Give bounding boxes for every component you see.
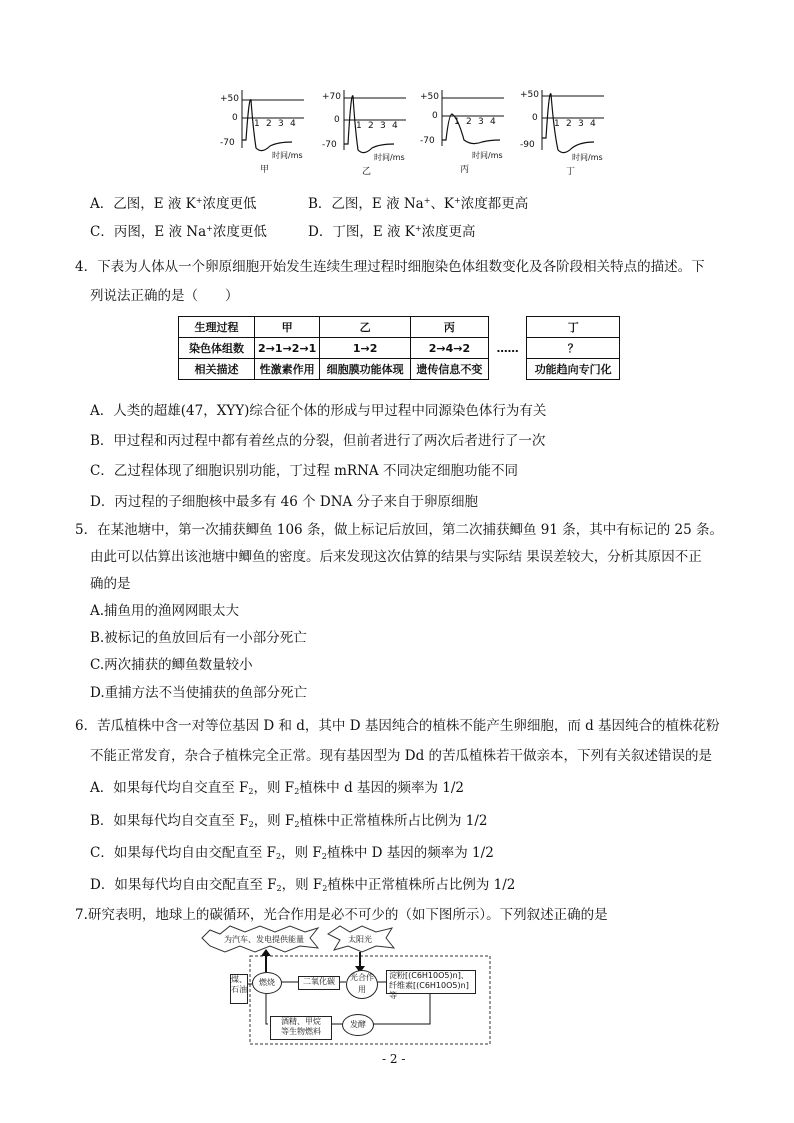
- graph-tick: 1: [254, 119, 260, 129]
- table-cell-ellipsis: ……: [496, 341, 519, 355]
- table-cell: 2→4→2: [410, 338, 488, 359]
- graph-ymax: +50: [520, 90, 539, 100]
- graph-bing: [420, 88, 510, 176]
- photosynthesis-node: 光合作用: [346, 970, 378, 999]
- graph-ymin: -70: [322, 140, 337, 150]
- q5-stem-line2: 由此可以估算出该池塘中鲫鱼的密度。后来发现这次估算的结果与实际结 果误差较大，分析其原因不正: [90, 549, 702, 565]
- table-cell: 细胞膜功能体现: [320, 359, 410, 380]
- q6-option-c: C．如果每代均自由交配直至 $F_2$，则 $F_2$植株中 D 基因的频率为 1/2: [90, 845, 494, 861]
- graph-tick: 4: [290, 119, 296, 129]
- table-cell: 相关描述: [179, 359, 255, 380]
- q3-option-b: B．乙图，E 液 Na+、K+浓度都更高: [308, 196, 529, 212]
- page-number: - 2 -: [382, 1052, 406, 1066]
- q5-stem-line3: 确的是: [90, 576, 131, 592]
- table-cell: 1→2: [320, 338, 410, 359]
- table-cell: ？: [527, 338, 620, 359]
- graph-tick: 4: [490, 117, 496, 127]
- q4-option-b: B．甲过程和丙过程中都有着丝点的分裂，但前者进行了两次后者进行了一次: [90, 433, 546, 449]
- q4-stem-line1: 4．下表为人体从一个卵原细胞开始发生连续生理过程时细胞染色体组数变化及各阶段相关特点的描述。下: [75, 259, 705, 275]
- co2-box: 二氧化碳: [298, 976, 340, 990]
- table-cell: 遗传信息不变: [410, 359, 488, 380]
- graph-tick: 2: [368, 121, 374, 131]
- graph-yzero: 0: [432, 111, 438, 121]
- graph-name: 乙: [362, 167, 372, 177]
- graph-jia: [220, 88, 310, 176]
- biofuel-line2: 等生物燃料: [281, 1027, 321, 1036]
- graph-yzero: 0: [334, 115, 340, 125]
- table-row: [179, 338, 620, 359]
- q3-option-d: D．丁图，E 液 K+浓度更高: [308, 224, 476, 240]
- graph-tick: 1: [454, 117, 460, 127]
- graph-tick: 4: [590, 119, 596, 129]
- graph-xlabel: 时间/ms: [472, 151, 503, 160]
- graph-yi: [322, 88, 412, 176]
- graph-yzero: 0: [532, 113, 538, 123]
- table-cell: 甲: [254, 317, 320, 338]
- graph-name: 丙: [460, 165, 470, 175]
- q5-stem-line1: 5．在某池塘中，第一次捕获鲫鱼 106 条，做上标记后放回，第二次捕获鲫鱼 91 条，其中有标记的 25 条。: [75, 522, 723, 538]
- carbon-cycle-diagram: [200, 920, 500, 1048]
- graph-xlabel: 时间/ms: [272, 151, 303, 160]
- graph-tick: 4: [392, 121, 398, 131]
- q5-option-d: D.重捕方法不当使捕获的鱼部分死亡: [90, 685, 308, 701]
- q4-stem-line2: 列说法正确的是（ ）: [90, 288, 239, 304]
- burn-node: 燃烧: [252, 972, 282, 994]
- q4-option-d: D．丙过程的子细胞核中最多有 46 个 DNA 分子来自于卵原细胞: [90, 494, 479, 510]
- q6-option-a: A．如果每代均自交直至 $F_2$，则 $F_2$植株中 d 基因的频率为 1/2: [90, 780, 465, 796]
- graph-ymin: -70: [220, 138, 235, 148]
- graph-tick: 3: [278, 119, 284, 129]
- graph-tick: 3: [578, 119, 584, 129]
- graph-ding: [520, 88, 610, 176]
- q6-option-d: D．如果每代均自由交配直至 $F_2$，则 $F_2$植株中正常植株所占比例为 1/2: [90, 877, 516, 893]
- graph-tick: 3: [380, 121, 386, 131]
- graph-tick: 2: [466, 117, 472, 127]
- graph-ymax: +50: [420, 92, 439, 102]
- table-cell: 生理过程: [179, 317, 255, 338]
- biofuel-line1: 酒精、甲烷: [281, 1017, 321, 1026]
- q4-table: [178, 316, 620, 380]
- q3-option-a: A．乙图，E 液 K+浓度更低: [90, 196, 257, 212]
- q5-option-b: B.被标记的鱼放回后有一小部分死亡: [90, 630, 307, 646]
- q4-option-c: C．乙过程体现了细胞识别功能，丁过程 mRNA 不同决定细胞功能不同: [90, 463, 518, 479]
- sunlight-label: 太阳光: [348, 935, 372, 944]
- graph-tick: 3: [478, 117, 484, 127]
- graph-xlabel: 时间/ms: [374, 153, 405, 162]
- graph-xlabel: 时间/ms: [572, 153, 603, 162]
- coal-oil-box: 煤、石油: [230, 974, 248, 1004]
- table-cell: 性激素作用: [254, 359, 320, 380]
- product-cellulose: 纤维素[(C6H10O5)n]等: [389, 981, 469, 1000]
- table-cell: 丁: [527, 317, 620, 338]
- graph-name: 甲: [260, 165, 270, 175]
- graph-ymin: -70: [420, 136, 435, 146]
- table-cell: 染色体组数: [179, 338, 255, 359]
- products-box: [386, 970, 476, 1000]
- table-cell: 2→1→2→1: [254, 338, 320, 359]
- q4-option-a: A．人类的超雄(47，XYY)综合征个体的形成与甲过程中同源染色体行为有关: [90, 403, 547, 419]
- q6-stem-line1: 6．苦瓜植株中含一对等位基因 D 和 d，其中 D 基因纯合的植株不能产生卵细胞，而 d 基因纯合的植株花粉: [75, 718, 720, 734]
- membrane-potential-graphs: [220, 88, 610, 176]
- graph-name: 丁: [566, 167, 576, 177]
- q7-stem: 7.研究表明，地球上的碳循环，光合作用是必不可少的（如下图所示）。下列叙述正确的是: [75, 907, 608, 923]
- table-cell: 功能趋向专门化: [527, 359, 620, 380]
- product-starch: 淀粉[(C6H10O5)n]、: [389, 971, 469, 980]
- table-cell: 丙: [410, 317, 488, 338]
- q6-stem-line2: 不能正常发育，杂合子植株完全正常。现有基因型为 Dd 的苦瓜植株若干做亲本，下列有关叙述错误的是: [90, 748, 713, 764]
- energy-label: 为汽车、发电提供能量: [224, 935, 304, 944]
- q5-option-a: A.捕鱼用的渔网网眼太大: [90, 603, 240, 619]
- table-row: [179, 359, 620, 380]
- graph-tick: 2: [266, 119, 272, 129]
- q3-option-c: C．丙图，E 液 Na+浓度更低: [90, 224, 267, 240]
- table-row: [179, 317, 620, 338]
- fermentation-node: 发酵: [342, 1014, 374, 1036]
- graph-ymin: -90: [520, 140, 535, 150]
- q5-option-c: C.两次捕获的鲫鱼数量较小: [90, 657, 253, 673]
- graph-tick: 1: [554, 119, 560, 129]
- graph-ymax: +70: [322, 92, 341, 102]
- biofuel-box: [270, 1016, 332, 1040]
- table-cell: 乙: [320, 317, 410, 338]
- graph-ymax: +50: [220, 94, 239, 104]
- graph-yzero: 0: [232, 113, 238, 123]
- graph-tick: 1: [356, 121, 362, 131]
- graph-tick: 2: [566, 119, 572, 129]
- q6-option-b: B．如果每代均自交直至 $F_2$，则 $F_2$植株中正常植株所占比例为 1/2: [90, 813, 488, 829]
